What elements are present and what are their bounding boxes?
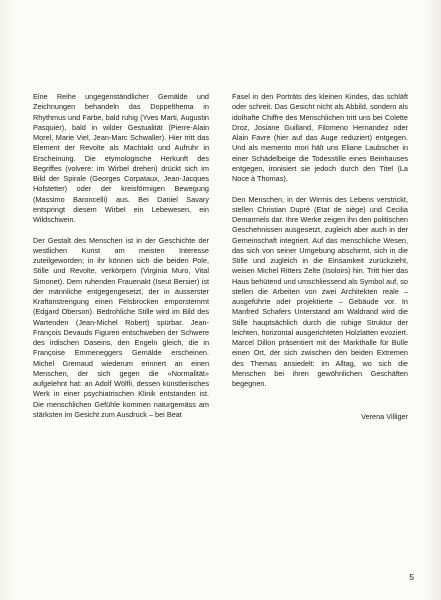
paragraph: Eine Reihe ungegenständlicher Gemälde und Zeichnungen behandeln das Doppelthema in Rhythmus und Farbe, bald ruhig (Yves Marti, Augustin Pasquier), bald in wilder Gestualität (Pierre-Alain Morel, Marie Viel, Jean-Marc Schwaller). Hier tritt das Element der Revolte als Machtakt und Aufruhr in Erscheinung. Die etymologische Herkunft des Begriffes (volvere: im Wirbel drehen) drückt sich im Bild der Spirale (Georges Corpataux, Jean-Jacques Hofstetter) oder der kreisförmigen Bewegung (Massimo Baroncelli) aus. Bei Daniel Savary entspringt diesem Wirbel ein Lebewesen, ein Wildschwein. [33, 92, 209, 224]
right-text-column [232, 92, 408, 400]
page-number: 5 [409, 572, 414, 582]
paragraph: Den Menschen, in der Wirrnis des Lebens verstrickt, stellen Christian Dupré (Etat de siège) und Cecilia Demarmels dar. Ihre Werke zeigen ihn den politischen Geschehnissen ausgesetzt, zugleich aber auch in der Gemeinschaft integriert. Auf das menschliche Wesen, das sich von seiner Umgebung abschirmt, sich in die Stille und zugleich in die Einsamkeit zurückzieht, weisen Michel Ritters Zelte (Isoloirs) hin. Tritt hier das Haus behütend und umschliessend als Symbol auf, so stellen die Arbeiten von zwei Architekten reale – ausgeführte oder projektierte – Gebäude vor. In Manfred Schafers Unterstand am Waldrand wird die Stille hauptsächlich durch die ruhige Struktur der leichten, horizontal ausgerichteten Holzlatten evoziert. Marcel Dillon präsentiert mit der Markthalle für Bulle einen Ort, der sich zwischen den beiden Extremen des Themas ansiedelt: im Alltag, wo sich die Menschen bei ihren gewöhnlichen Geschäften begegnen. [232, 194, 408, 388]
paragraph: Fasel in den Porträts des kleinen Kindes, das schläft oder schreit. Das Gesicht nicht als Abbild, sondern als idolhafte Chiffre des Menschlichen tritt uns bei Colette Droz, Josiane Guilland, Filomeno Hernandez oder Alain Favre (hier auf das Auge reduziert) entgegen. Und als memento mori hält uns Eliane Laubscher in einer Schädelbeige die Todesstille eines Beinhauses entgegen, ironisiert sie jedoch durch den Titel (La Noce à Thomas). [232, 92, 408, 183]
author-signature: Verena Villiger [361, 412, 408, 421]
paragraph: Der Gestalt des Menschen ist in der Geschichte der westlichen Kunst am meisten Interesse zuteilgeworden; in ihr können sich die beiden Pole, Stille und Revolte, verkörpern (Virginia Muro, Vital Simonet). Dem ruhenden Frauenakt (Iseut Bersier) ist der männliche entgegengesetzt, der in äusserster Kraftanstrengung einen Felsbrocken emporstemmt (Edgard Oberson). Bedrohliche Stille wird im Bild des Wartenden (Jean-Michel Robert) spürbar. Jean-François Devauds Figuren entschweben der Schwere des irdischen Daseins, den Engeln gleich, die in Françoise Emmeneggers Gemälde erscheinen. Michel Gremaud wiederum erinnert an einen Menschen, der sich gegen die «Normalität» aufgelehnt hat: an Adolf Wölfli, dessen künstlerisches Werk in einer psychiatrischen Klinik entstanden ist. Die menschlichen Gefühle kommen naturgemäss am stärksten im Gesicht zum Ausdruck – bei Beat [33, 235, 209, 419]
left-text-column [33, 92, 209, 430]
